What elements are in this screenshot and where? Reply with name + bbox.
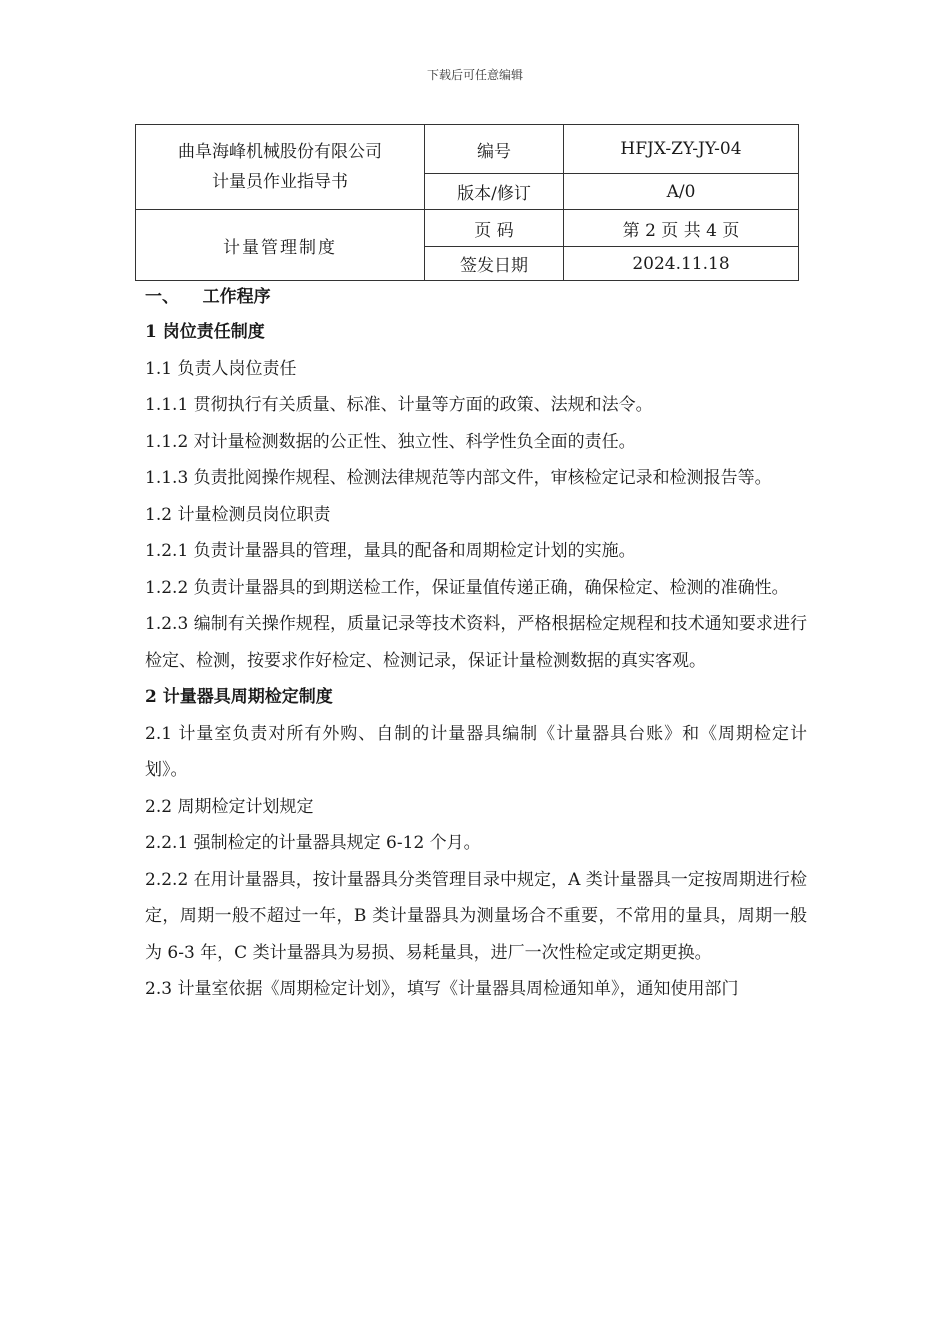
body-paragraph: 2.3 计量室依据《周期检定计划》，填写《计量器具周检通知单》，通知使用部门 <box>145 979 739 999</box>
field-label-number: 编号 <box>425 125 564 174</box>
document-header-table <box>135 124 799 281</box>
section-heading: 一、 工作程序 <box>145 287 271 307</box>
document-body <box>145 280 807 1008</box>
top-note: 下载后可任意编辑 <box>426 68 523 82</box>
company-cell <box>136 125 425 210</box>
body-paragraph: 1.2.1 负责计量器具的管理，量具的配备和周期检定计划的实施。 <box>145 541 636 561</box>
doc-type: 计量员作业指导书 <box>212 172 348 192</box>
body-paragraph: 1.1.2 对计量检测数据的公正性、独立性、科学性负全面的责任。 <box>145 431 636 452</box>
document-title: 计量管理制度 <box>136 210 425 281</box>
body-paragraph: 1.2.2 负责计量器具的到期送检工作，保证量值传递正确，确保检定、检测的准确性。 <box>145 577 789 598</box>
body-paragraph: 1.2 计量检测员岗位职责 <box>145 504 331 525</box>
body-paragraph: 2.2.2 在用计量器具，按计量器具分类管理目录中规定，A 类计量器具一定按周期进行检定，周期一般不超过一年，B 类计量器具为测量场合不重要，不常用的量具，周期一般为 6-3 年，C 类计量器具为易损、易耗量具，进厂一次性检定或定期更换。 <box>145 869 807 963</box>
field-value-date: 2024.11.18 <box>564 247 799 281</box>
company-name: 曲阜海峰机械股份有限公司 <box>178 142 382 162</box>
field-value-page: 第 2 页 共 4 页 <box>564 210 799 247</box>
body-paragraph: 1.1 负责人岗位责任 <box>145 358 297 379</box>
body-paragraph: 1.2.3 编制有关操作规程，质量记录等技术资料，严格根据检定规程和技术通知要求进行检定、检测，按要求作好检定、检测记录，保证计量检测数据的真实客观。 <box>145 614 807 671</box>
body-paragraph: 1.1.3 负责批阅操作规程、检测法律规范等内部文件，审核检定记录和检测报告等。 <box>145 468 772 488</box>
field-label-date: 签发日期 <box>425 247 564 281</box>
section-heading: 1 岗位责任制度 <box>145 322 265 342</box>
field-value-number: HFJX-ZY-JY-04 <box>564 125 799 174</box>
body-paragraph: 1.1.1 贯彻执行有关质量、标准、计量等方面的政策、法规和法令。 <box>145 395 653 415</box>
section-heading: 2 计量器具周期检定制度 <box>145 687 333 707</box>
field-value-version: A/0 <box>564 174 799 210</box>
body-paragraph: 2.2.1 强制检定的计量器具规定 6-12 个月。 <box>145 833 481 853</box>
body-paragraph: 2.1 计量室负责对所有外购、自制的计量器具编制《计量器具台账》和《周期检定计划》。 <box>145 723 807 780</box>
field-label-page: 页 码 <box>425 210 564 247</box>
body-paragraph: 2.2 周期检定计划规定 <box>145 796 314 817</box>
field-label-version: 版本/修订 <box>425 174 564 210</box>
